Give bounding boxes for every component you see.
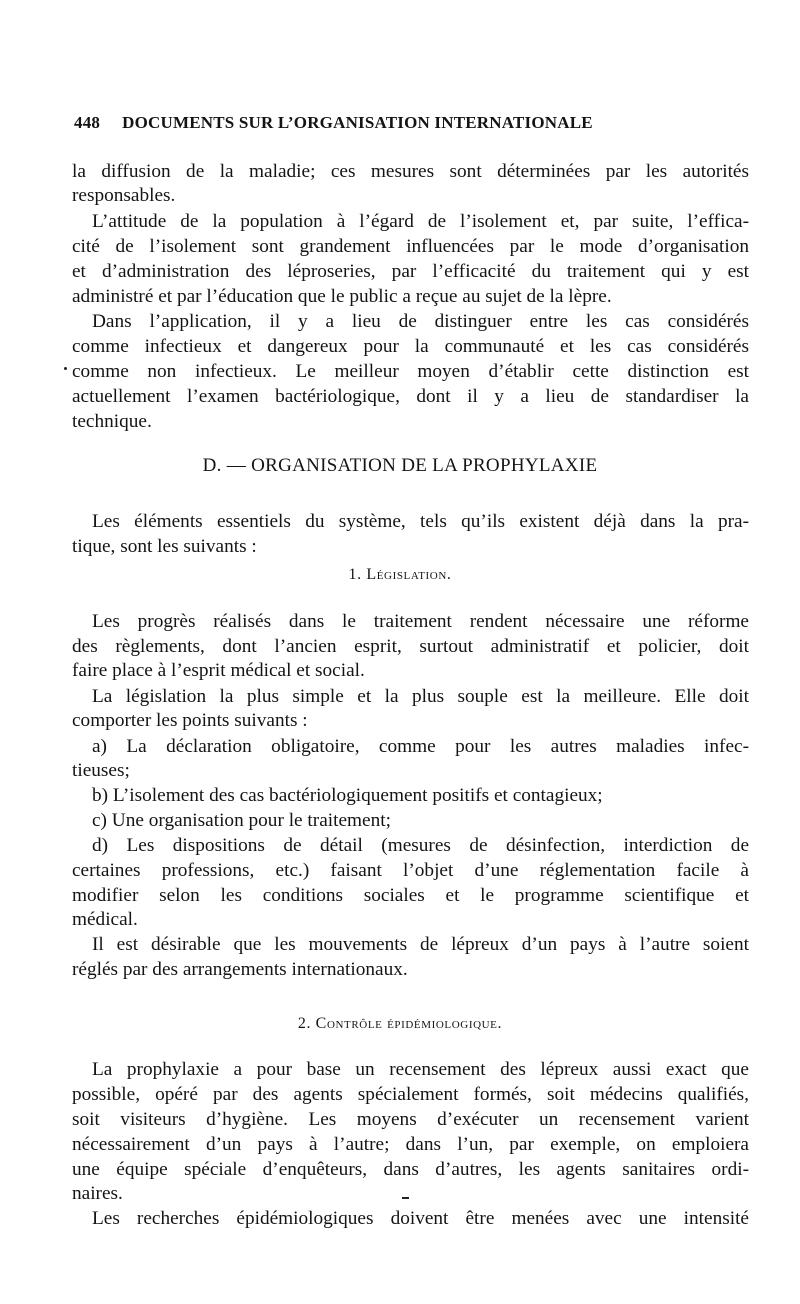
text-line: La législation la plus simple et la plus souple est la meilleure. Elle doit [92, 686, 749, 707]
text-line: tieuses; [72, 760, 130, 781]
text-line: responsables. [72, 185, 176, 206]
list-item-d: d) Les dispositions de détail (mesures de désinfection, interdiction de [92, 835, 749, 856]
text-line: L’attitude de la population à l’égard de l’isolement et, par suite, l’effica- [92, 211, 749, 232]
section-heading: D. — ORGANISATION DE LA PROPHYLAXIE [202, 455, 598, 476]
text-line: la diffusion de la maladie; ces mesures sont déterminées par les autorités [72, 161, 749, 182]
text-line: tique, sont les suivants : [72, 536, 257, 557]
text-line: médical. [72, 909, 138, 930]
subsection-heading: 2. Contrôle épidémiologique. [297, 1015, 503, 1032]
text-line: administré et par l’éducation que le public a reçue au sujet de la lèpre. [72, 286, 612, 307]
text-line: possible, opéré par des agents spécialement formés, soit médecins qualifiés, [72, 1084, 749, 1105]
list-item-a: a) La déclaration obligatoire, comme pour les autres maladies infec- [92, 736, 749, 757]
running-title: DOCUMENTS SUR L’ORGANISATION INTERNATIONALE [122, 113, 593, 132]
list-item-c: c) Une organisation pour le traitement; [92, 810, 391, 831]
text-line: comme non infectieux. Le meilleur moyen d’établir cette distinction est [72, 361, 749, 382]
text-line: actuellement l’examen bactériologique, dont il y a lieu de standardiser la [72, 386, 749, 407]
text-line: Il est désirable que les mouvements de lépreux d’un pays à l’autre soient [92, 934, 749, 955]
text-line: et d’administration des léproseries, par l’efficacité du traitement qui y est [72, 261, 749, 282]
text-line: comme infectieux et dangereux pour la communauté et les cas considérés [72, 336, 749, 357]
text-line: Les recherches épidémiologiques doivent être menées avec une intensité [92, 1208, 749, 1229]
running-header [74, 113, 714, 133]
text-line: faire place à l’esprit médical et social. [72, 660, 365, 681]
text-line: naires. [72, 1183, 123, 1204]
text-line: des règlements, dont l’ancien esprit, surtout administratif et policier, doit [72, 636, 749, 657]
page-number: 448 [74, 113, 101, 132]
text-line: comporter les points suivants : [72, 710, 308, 731]
text-line: La prophylaxie a pour base un recensement des lépreux aussi exact que [92, 1059, 749, 1080]
text-line: soit visiteurs d’hygiène. Les moyens d’exécuter un recensement varient [72, 1109, 749, 1130]
text-line: Les progrès réalisés dans le traitement rendent nécessaire une réforme [92, 611, 749, 632]
text-line: technique. [72, 411, 152, 432]
scan-speck [64, 367, 67, 370]
text-line: Les éléments essentiels du système, tels qu’ils existent déjà dans la pra- [92, 511, 749, 532]
text-line: Dans l’application, il y a lieu de distinguer entre les cas considérés [92, 311, 749, 332]
scan-speck [402, 1197, 409, 1199]
text-line: une équipe spéciale d’enquêteurs, dans d’autres, les agents sanitaires ordi- [72, 1159, 749, 1180]
text-line: réglés par des arrangements internationaux. [72, 959, 408, 980]
list-item-b: b) L’isolement des cas bactériologiquement positifs et contagieux; [92, 785, 603, 806]
text-line: nécessairement d’un pays à l’autre; dans l’un, par exemple, on emploiera [72, 1134, 749, 1155]
text-line: certaines professions, etc.) faisant l’objet d’une réglementation facile à [72, 860, 749, 881]
text-line: modifier selon les conditions sociales et le programme scientifique et [72, 885, 749, 906]
text-line: cité de l’isolement sont grandement influencées par le mode d’organisation [72, 236, 749, 257]
subsection-heading: 1. Législation. [348, 566, 452, 583]
